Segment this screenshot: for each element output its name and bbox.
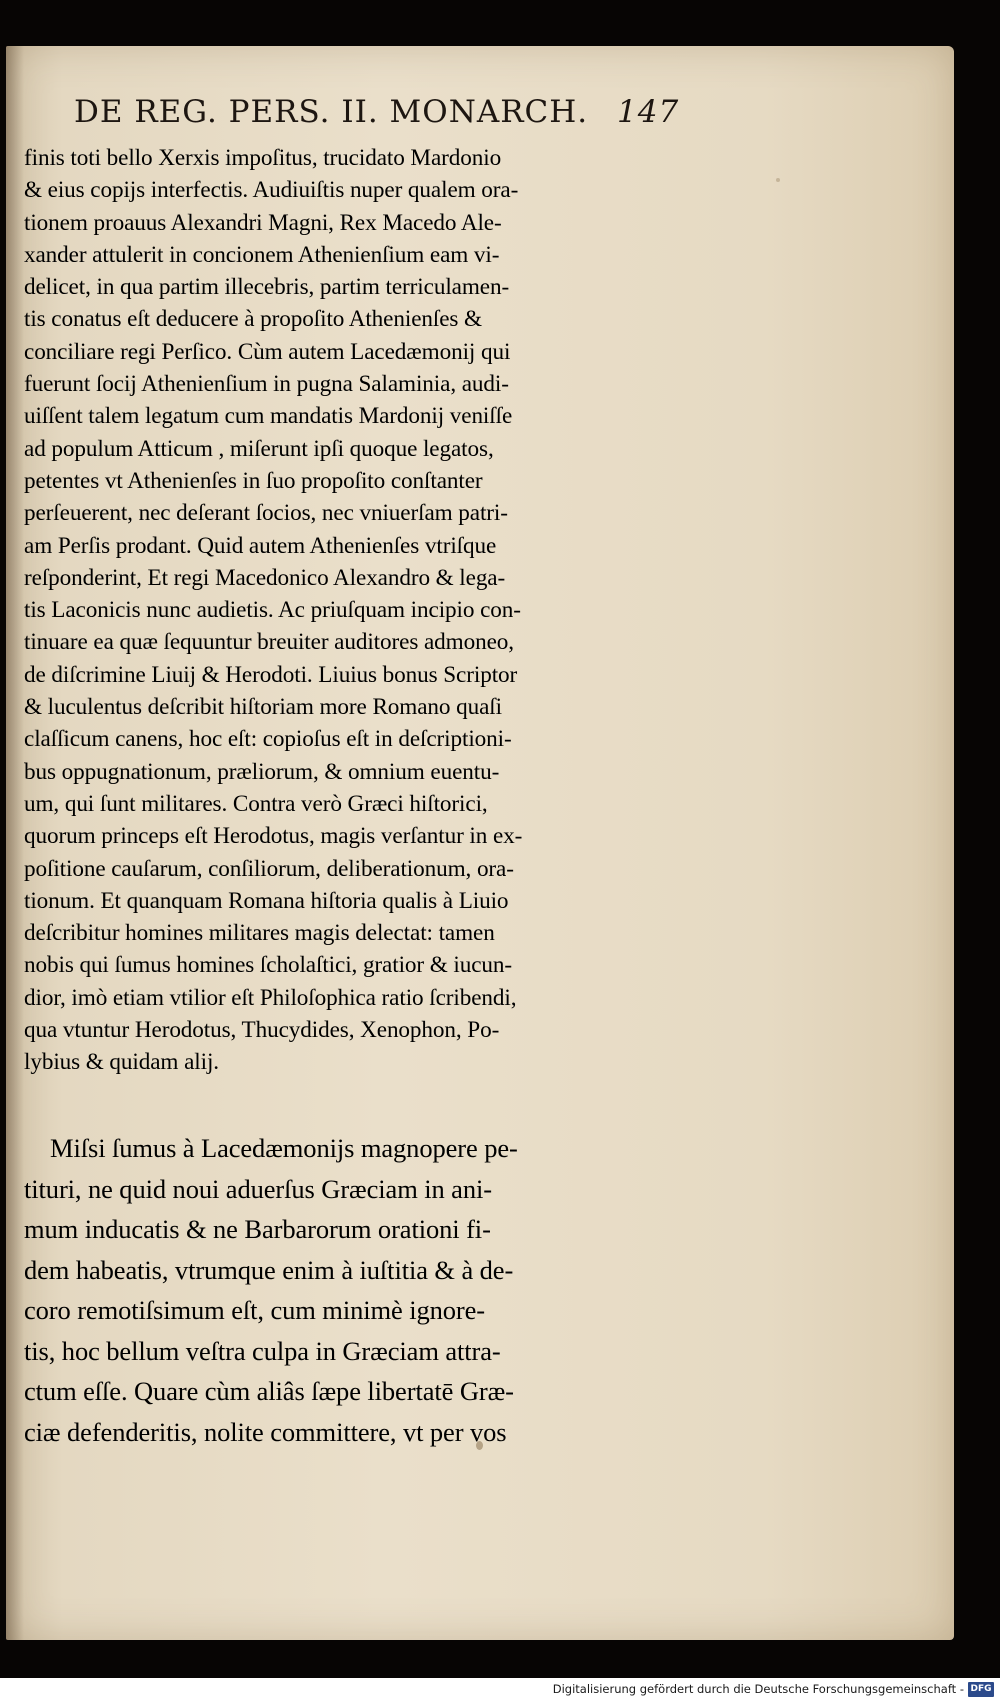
text-line: tis Laconicis nunc audietis. Ac priuſquam incipio con-: [24, 597, 521, 624]
text-line: tionem proauus Alexandri Magni, Rex Macedo Ale-: [24, 209, 502, 236]
text-line: claſſicum canens, hoc eſt: copioſus eſt in deſcriptioni-: [24, 726, 512, 753]
text-line: perſeuerent, nec deſerant ſocios, nec vniuerſam patri-: [24, 500, 508, 527]
funding-credit: Digitalisierung gefördert durch die Deutsche Forschungsgemeinschaft -: [552, 1682, 964, 1696]
page-gutter-shadow: [6, 46, 24, 1640]
book-page: [6, 46, 954, 1640]
text-line: lybius & quidam alij.: [24, 1049, 219, 1076]
paragraph-2: [24, 1128, 684, 1452]
running-header: [54, 94, 680, 138]
text-line: petentes vt Athenienſes in ſuo propoſito conſtanter: [24, 467, 483, 494]
text-line: mum inducatis & ne Barbarorum orationi fi-: [24, 1214, 491, 1244]
text-line: conciliare regi Perſico. Cùm autem Lacedæmonij qui: [24, 338, 511, 365]
text-line: dior, imò etiam vtilior eſt Philoſophica ratio ſcribendi,: [24, 984, 517, 1011]
text-line: ad populum Atticum , miſerunt ipſi quoque legatos,: [24, 435, 494, 462]
text-line: Miſsi ſumus à Lacedæmonijs magnopere pe-: [50, 1133, 518, 1163]
text-line: um, qui ſunt militares. Contra verò Græci hiſtorici,: [24, 790, 488, 817]
text-line: de diſcrimine Liuij & Herodoti. Liuius bonus Scriptor: [24, 661, 518, 688]
dfg-logo: DFG: [968, 1682, 994, 1697]
text-line: tinuare ea quæ ſequuntur breuiter auditores admoneo,: [24, 629, 514, 656]
text-line: tituri, ne quid noui aduerſus Græciam in ani-: [24, 1173, 492, 1204]
text-line: tionum. Et quanquam Romana hiſtoria qualis à Liuio: [24, 887, 509, 914]
text-line: delicet, in qua partim illecebris, partim terriculamen-: [24, 274, 510, 301]
text-line: fuerunt ſocij Athenienſium in pugna Salaminia, audi-: [24, 371, 509, 398]
text-line: bus oppugnationum, præliorum, & omnium euentu-: [24, 758, 500, 785]
text-line: poſitione cauſarum, conſiliorum, deliberationum, ora-: [24, 855, 514, 882]
text-line: dem habeatis, vtrumque enim à iuſtitia & à de-: [24, 1254, 514, 1285]
text-line: tis conatus eſt deducere à propoſito Athenienſes &: [24, 306, 482, 333]
text-line: quorum princeps eſt Herodotus, magis verſantur in ex-: [24, 823, 523, 850]
text-line: qua vtuntur Herodotus, Thucydides, Xenophon, Po-: [24, 1017, 500, 1044]
text-line: am Perſis prodant. Quid autem Athenienſes vtriſque: [24, 532, 497, 559]
text-line: finis toti bello Xerxis impoſitus, trucidato Mardonio: [24, 145, 502, 171]
text-line: xander attulerit in concionem Athenienſium eam vi-: [24, 241, 500, 268]
text-line: uiſſent talem legatum cum mandatis Mardonij veniſſe: [24, 403, 513, 430]
page-number: 147: [617, 94, 680, 130]
digitization-footer: [0, 1678, 1000, 1703]
paper-speck: [776, 178, 780, 182]
text-line: reſponderint, Et regi Macedonico Alexandro & lega-: [24, 564, 506, 591]
text-line: coro remotiſsimum eſt, cum minimè ignore-: [24, 1295, 486, 1325]
running-title: DE REG. PERS. II. MONARCH.: [74, 94, 589, 130]
text-line: & eius copijs interfectis. Audiuiſtis nuper qualem ora-: [24, 177, 519, 204]
paragraph-1: [24, 142, 684, 1079]
text-line: tis, hoc bellum veſtra culpa in Græciam attra-: [24, 1335, 501, 1366]
text-line: nobis qui ſumus homines ſcholaſtici, gratior & iucun-: [24, 952, 513, 979]
text-line: ciæ defenderitis, nolite committere, vt per vos: [24, 1416, 507, 1447]
text-line: deſcribitur homines militares magis delectat: tamen: [24, 920, 495, 947]
text-line: & luculentus deſcribit hiſtoriam more Romano quaſi: [24, 694, 502, 721]
text-line: ctum eſſe. Quare cùm aliâs ſæpe libertatē Græ-: [24, 1376, 514, 1406]
